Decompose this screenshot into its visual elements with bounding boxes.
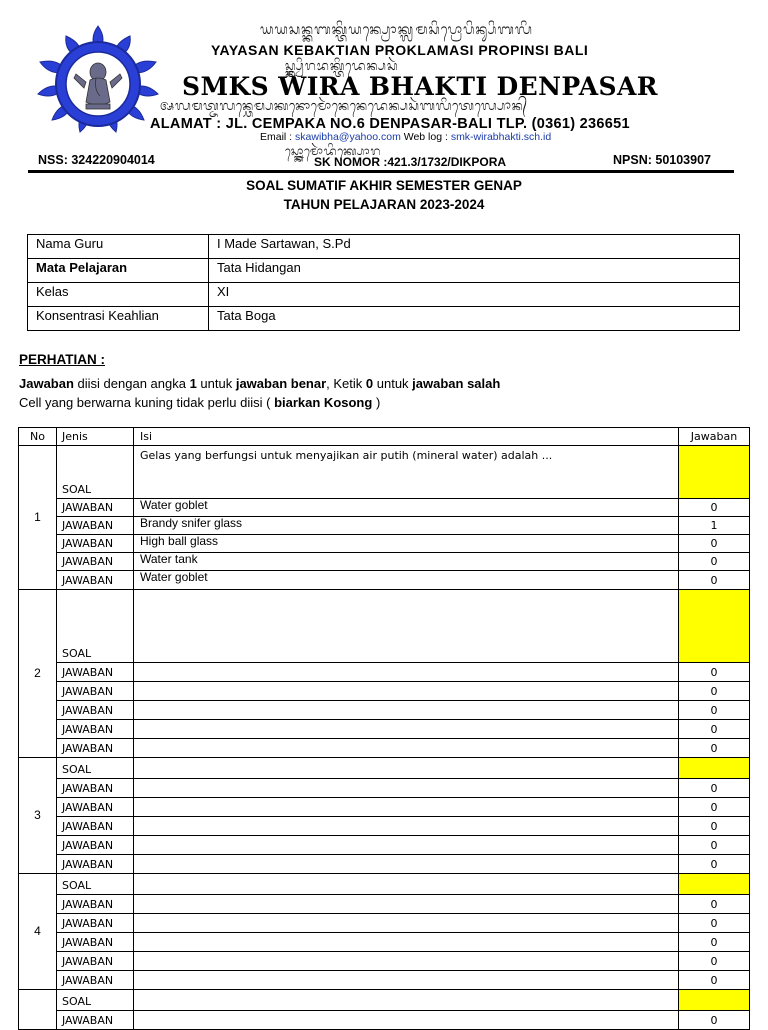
- answer-option-text[interactable]: [134, 895, 679, 914]
- answer-value[interactable]: 0: [679, 535, 750, 553]
- answer-value[interactable]: 0: [679, 720, 750, 739]
- question-text[interactable]: Gelas yang berfungsi untuk menyajikan air putih (mineral water) adalah ...: [134, 446, 679, 499]
- question-answer-cell: [679, 758, 750, 779]
- question-number: 2: [19, 590, 57, 758]
- answer-option-text[interactable]: [134, 701, 679, 720]
- answer-row: [19, 720, 750, 739]
- question-number: 3: [19, 758, 57, 874]
- jawaban-label: JAWABAN: [57, 535, 134, 553]
- answer-option-text[interactable]: High ball glass: [134, 535, 679, 553]
- answer-option-text[interactable]: [134, 720, 679, 739]
- email-label: Email :: [260, 131, 296, 143]
- question-row: [19, 874, 750, 895]
- header-jenis: Jenis: [57, 428, 134, 446]
- soal-label: SOAL: [57, 758, 134, 779]
- info-row: [28, 235, 740, 259]
- question-row: [19, 990, 750, 1011]
- notice-text: untuk: [196, 376, 236, 391]
- answer-value[interactable]: 0: [679, 817, 750, 836]
- answer-value[interactable]: 0: [679, 739, 750, 758]
- answer-option-text[interactable]: Water tank: [134, 553, 679, 571]
- notice-line-2: [19, 395, 380, 410]
- answer-value[interactable]: 0: [679, 499, 750, 517]
- question-row: [19, 590, 750, 663]
- answer-value[interactable]: 0: [679, 553, 750, 571]
- notice-text: diisi dengan angka: [73, 376, 190, 391]
- answer-value[interactable]: 0: [679, 701, 750, 720]
- answer-row: [19, 663, 750, 682]
- answer-option-text[interactable]: Water goblet: [134, 571, 679, 590]
- notice-word: 1: [189, 376, 197, 391]
- answer-value[interactable]: 0: [679, 779, 750, 798]
- email-link[interactable]: skawibha@yahoo.com: [295, 131, 401, 143]
- info-label: Konsentrasi Keahlian: [28, 307, 209, 331]
- balinese-script-line-1: ᬬᬬᬲᬦ᭄ᬓᬩᬓ᭄ᬢᬶᬬᬦ᭄ᬧ᭄ᬭᭀᬓ᭄ᬮᬫᬲᬶᬧ᭄ᬭᭀᬧᬶᬦ᭄ᬲᬶᬩᬮᬶ: [260, 22, 533, 38]
- notice-word: jawaban benar: [235, 376, 327, 391]
- answer-value[interactable]: 0: [679, 895, 750, 914]
- balinese-script-line-3: ᬅᬮᬫᬢ᭄ᬚᬮᬦ᭄ᬘᬾᬫ᭄ᬧᬓᬦᭀᬫᭀᬃᬦᬾᬦᬾᬤᬾᬦ᭄ᬧᬲᬃᬩᬮᬶᬢᬾᬮ᭄ᬧᭀᬦ᭄: [160, 99, 528, 114]
- info-value[interactable]: Tata Hidangan: [209, 259, 740, 283]
- question-row: [19, 446, 750, 499]
- answer-row: [19, 517, 750, 535]
- notice-text: ): [372, 395, 381, 410]
- jawaban-label: JAWABAN: [57, 517, 134, 535]
- jawaban-label: JAWABAN: [57, 933, 134, 952]
- notice-word: biarkan Kosong: [274, 395, 373, 410]
- answer-row: [19, 836, 750, 855]
- jawaban-label: JAWABAN: [57, 499, 134, 517]
- jawaban-label: JAWABAN: [57, 553, 134, 571]
- soal-label: SOAL: [57, 446, 134, 499]
- answer-row: [19, 553, 750, 571]
- jawaban-label: JAWABAN: [57, 914, 134, 933]
- answer-row: [19, 739, 750, 758]
- question-answer-cell: [679, 990, 750, 1011]
- answer-row: [19, 971, 750, 990]
- answer-value[interactable]: 0: [679, 798, 750, 817]
- balinese-script-line-2: ᬲ᭄ᬫ᭄ᬓ᭄ᬲ᭄ᬯᬶᬭᬪᬓ᭄ᬢᬶᬤᬾᬦ᭄ᬧᬲᬃ: [285, 59, 399, 74]
- soal-label: SOAL: [57, 590, 134, 663]
- jawaban-label: JAWABAN: [57, 779, 134, 798]
- info-label: Kelas: [28, 283, 209, 307]
- jawaban-label: JAWABAN: [57, 663, 134, 682]
- answer-row: [19, 817, 750, 836]
- notice-heading: PERHATIAN :: [19, 352, 105, 367]
- answer-row: [19, 933, 750, 952]
- answer-value[interactable]: 0: [679, 571, 750, 590]
- jawaban-label: JAWABAN: [57, 739, 134, 758]
- question-row: [19, 758, 750, 779]
- header-no: No: [19, 428, 57, 446]
- jawaban-label: JAWABAN: [57, 571, 134, 590]
- school-logo: [30, 22, 166, 136]
- answer-row: [19, 779, 750, 798]
- question-text[interactable]: [134, 590, 679, 663]
- notice-word: Jawaban: [19, 376, 74, 391]
- answer-row: [19, 952, 750, 971]
- info-row: [28, 259, 740, 283]
- jawaban-label: JAWABAN: [57, 682, 134, 701]
- answer-value[interactable]: 0: [679, 914, 750, 933]
- answer-option-text[interactable]: Brandy snifer glass: [134, 517, 679, 535]
- academic-year: TAHUN PELAJARAN 2023-2024: [283, 197, 485, 212]
- answer-option-text[interactable]: [134, 798, 679, 817]
- answer-row: [19, 571, 750, 590]
- question-text[interactable]: [134, 758, 679, 779]
- nss-number: NSS: 324220904014: [38, 153, 155, 167]
- question-answer-cell: [679, 874, 750, 895]
- jawaban-label: JAWABAN: [57, 817, 134, 836]
- answer-value[interactable]: 1: [679, 517, 750, 535]
- header-divider: [28, 170, 734, 173]
- jawaban-label: JAWABAN: [57, 895, 134, 914]
- weblog-label: Web log :: [400, 131, 451, 143]
- npsn-number: NPSN: 50103907: [613, 153, 711, 167]
- answer-value[interactable]: 0: [679, 933, 750, 952]
- answer-option-text[interactable]: [134, 836, 679, 855]
- info-row: [28, 283, 740, 307]
- answer-row: [19, 914, 750, 933]
- notice-text: untuk: [373, 376, 413, 391]
- answer-value[interactable]: 0: [679, 836, 750, 855]
- school-address: ALAMAT : JL. CEMPAKA NO.6 DENPASAR-BALI TLP. (0361) 236651: [150, 116, 630, 132]
- jawaban-label: JAWABAN: [57, 971, 134, 990]
- answer-option-text[interactable]: [134, 971, 679, 990]
- soal-label: SOAL: [57, 990, 134, 1011]
- question-answer-cell: [679, 590, 750, 663]
- question-table: [18, 427, 750, 1030]
- soal-label: SOAL: [57, 874, 134, 895]
- balinese-script-line-4: ᬲ᭄ᬓ᭄ᬦᭀᬫᭀᬃᬤᬶᬓ᭄ᬧᭀᬭ: [285, 144, 382, 158]
- answer-value[interactable]: 0: [679, 855, 750, 874]
- jawaban-label: JAWABAN: [57, 855, 134, 874]
- weblog-link[interactable]: smk-wirabhakti.sch.id: [450, 131, 552, 143]
- answer-row: [19, 855, 750, 874]
- answer-option-text[interactable]: [134, 739, 679, 758]
- foundation-name: YAYASAN KEBAKTIAN PROKLAMASI PROPINSI BALI: [211, 42, 589, 58]
- school-name: SMKS WIRA BHAKTI DENPASAR: [182, 72, 658, 101]
- jawaban-label: JAWABAN: [57, 720, 134, 739]
- answer-option-text[interactable]: [134, 682, 679, 701]
- header-isi: Isi: [134, 428, 679, 446]
- answer-value[interactable]: 0: [679, 682, 750, 701]
- info-label: Nama Guru: [28, 235, 209, 259]
- jawaban-label: JAWABAN: [57, 836, 134, 855]
- sk-number: SK NOMOR :421.3/1732/DIKPORA: [314, 155, 507, 169]
- jawaban-label: JAWABAN: [57, 952, 134, 971]
- table-header-row: [19, 428, 750, 446]
- question-text[interactable]: [134, 990, 679, 1011]
- answer-option-text[interactable]: [134, 779, 679, 798]
- answer-option-text[interactable]: [134, 855, 679, 874]
- answer-value[interactable]: 0: [679, 971, 750, 990]
- jawaban-label: JAWABAN: [57, 1011, 134, 1030]
- answer-row: [19, 895, 750, 914]
- notice-text: , Ketik: [326, 376, 366, 391]
- question-answer-cell: [679, 446, 750, 499]
- question-number: 1: [19, 446, 57, 590]
- answer-option-text[interactable]: [134, 933, 679, 952]
- answer-row: [19, 499, 750, 517]
- jawaban-label: JAWABAN: [57, 701, 134, 720]
- exam-title: SOAL SUMATIF AKHIR SEMESTER GENAP: [246, 178, 522, 193]
- answer-value[interactable]: 0: [679, 952, 750, 971]
- info-table: [27, 234, 740, 331]
- answer-option-text[interactable]: [134, 914, 679, 933]
- answer-option-text[interactable]: Water goblet: [134, 499, 679, 517]
- answer-option-text[interactable]: [134, 1011, 679, 1030]
- notice-word: 0: [365, 376, 374, 391]
- info-label: Mata Pelajaran: [28, 259, 209, 283]
- info-value[interactable]: I Made Sartawan, S.Pd: [209, 235, 740, 259]
- answer-option-text[interactable]: [134, 817, 679, 836]
- answer-value[interactable]: 0: [679, 1011, 750, 1030]
- jawaban-label: JAWABAN: [57, 798, 134, 817]
- answer-row: [19, 798, 750, 817]
- info-value[interactable]: Tata Boga: [209, 307, 740, 331]
- question-text[interactable]: [134, 874, 679, 895]
- answer-row: [19, 1011, 750, 1030]
- answer-row: [19, 682, 750, 701]
- answer-row: [19, 701, 750, 720]
- notice-line-1: [19, 376, 500, 391]
- answer-option-text[interactable]: [134, 663, 679, 682]
- notice-word: jawaban salah: [412, 376, 501, 391]
- answer-row: [19, 535, 750, 553]
- answer-value[interactable]: 0: [679, 663, 750, 682]
- notice-text: Cell yang berwarna kuning tidak perlu diisi (: [19, 395, 275, 410]
- info-value[interactable]: XI: [209, 283, 740, 307]
- header-jawaban: Jawaban: [679, 428, 750, 446]
- answer-option-text[interactable]: [134, 952, 679, 971]
- question-number: 4: [19, 874, 57, 990]
- info-row: [28, 307, 740, 331]
